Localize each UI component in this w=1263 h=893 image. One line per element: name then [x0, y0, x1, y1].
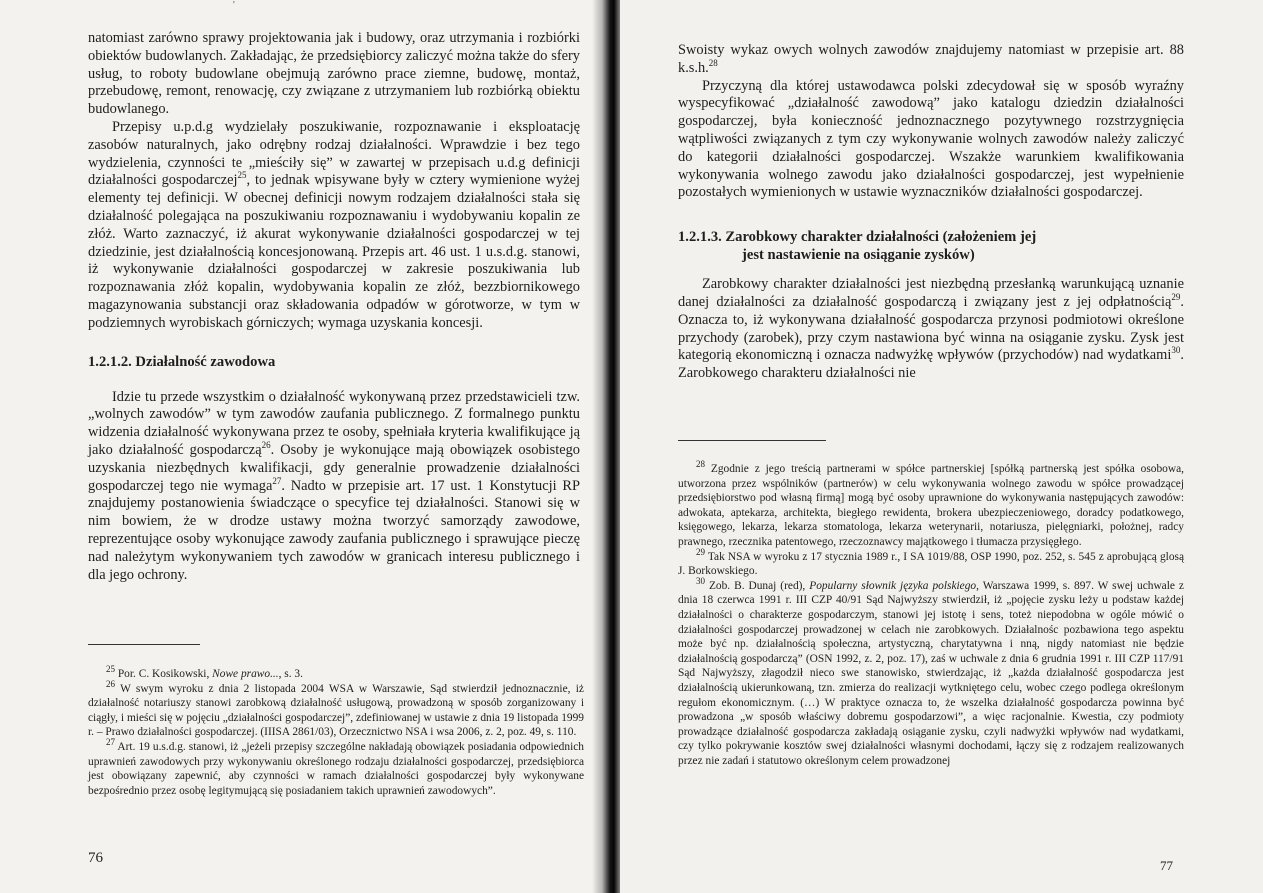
- footnote-ref: 25: [237, 170, 247, 181]
- footnote: [678, 459, 1184, 550]
- footnote-number: 25: [106, 664, 115, 675]
- footnote-rule: [678, 440, 826, 441]
- paragraph-text: Zarobkowy charakter działalności jest niezbędną przesłanką warunkującą uznanie danej działalności za działalność gospodarczą i związany jest z jej odpłatnością: [678, 276, 1184, 310]
- footnote-ref: 29: [1171, 292, 1181, 303]
- footnote-number: 26: [106, 678, 115, 689]
- paragraph: [678, 276, 1184, 383]
- section-heading: 1.2.1.3. Zarobkowy charakter działalności (założeniem jej: [678, 229, 1037, 246]
- paragraph: Przyczyną dla której ustawodawca polski zdecydował się w sposób wyraźny wyspecyfikować „działalność zawodową” jako katalogu dziedzin działalności gospodarczej, była konieczność jednoznacznego pozytywnego rozstrzygnięcia wątpliwości związanych z tym czy wykonywanie wolnych zawodów należy zaliczyć do kategorii działalności gospodarczej. Wszakże warunkiem kwalifikowania wykonywania wolnego zawodu jako działalności gospodarczej, jest wypełnienie pozostałych wymienionych w ustawie wyznaczników działalności gospodarczej.: [678, 77, 1184, 201]
- paragraph-text: . Zarobkowego charakteru działalności nie: [678, 347, 1184, 382]
- footnote-text: Tak NSA w wyroku z 17 stycznia 1989 r., I SA 1019/88, OSP 1990, poz. 252, s. 545 z aprobującą glosą J. Borkowskiego.: [678, 550, 1184, 578]
- section-heading: 1.2.1.2. Działalność zawodowa: [88, 353, 276, 370]
- footnote-ref: 28: [708, 58, 718, 68]
- footnote-number: 27: [106, 737, 115, 748]
- paragraph-text: . Nadto w przepisie art. 17 ust. 1 Konstytucji RP znajdujemy postanowienia świadczące o specyfice tej działalności. Stanowi się w nim bowiem, że w drodze ustawy można tworzyć samorządy zawodowe, reprezentujące osoby wykonujące zawody zaufania publicznego i sprawujące pieczę nad należytym wykonywaniem tych zawodów w granicach interesu publicznego i dla jego ochrony.: [88, 477, 580, 583]
- footnote-text: Zgodnie z jego treścią partnerami w spółce partnerskiej [spółką partnerską jest spółka osobowa, utworzona przez wspólników (partnerów) w celu wykonywania wolnego zawodu w spółce prowadzącej przedsiębiorstwo pod własną firmą] mogą być osoby uprawnione do wykonywania następujących zawodów: adwokata, aptekarza, architekta, biegłego rewidenta, brokera ubezpieczeniowego, doradcy podatkowego, księgowego, lekarza, lekarza stomatologa, lekarza weterynarii, notariusza, pielęgniarki, położnej, radcy prawnego, rzecznika patentowego, rzeczoznawcy majątkowego i tłumacza przysięgłego.: [678, 463, 1184, 548]
- footnote: [678, 575, 1184, 769]
- paragraph: natomiast zarówno sprawy projektowania jak i budowy, oraz utrzymania i rozbiórki obiektów budowlanych. Zakładając, że przedsiębiorcy zaliczyć można także do sfery usług, to roboty budowlane obejmują zarówno prace ziemne, budowę, montaż, przebudowę, remont, renowację, czy związane z utrzymaniem lub rozbiórką obiektu budowlanego.: [88, 30, 580, 118]
- footnote: [88, 664, 584, 682]
- footnote-ref: 30: [1171, 345, 1181, 356]
- right-footnotes: [678, 459, 1184, 768]
- footnote-text: Zob. B. Dunaj (red),: [705, 579, 810, 592]
- footnote-text: Art. 19 u.s.d.g. stanowi, iż „jeżeli przepisy szczególne nakładają obowiązek posiadania odpowiednich uprawnień zawodowych przy wykonywaniu określonego rodzaju działalności gospodarczej, przedsiębiorca jest obowiązany zapewnić, aby czynności w ramach działalności gospodarczej były wykonywane bezpośrednio przez osobę legitymującą się posiadaniem takich uprawnień zawodowych”.: [88, 740, 584, 797]
- page-mark: ': [233, 0, 235, 11]
- paragraph: [88, 389, 580, 585]
- paragraph-text: Idzie tu przede wszystkim o działalność wykonywaną przez przedstawicieli tzw. „wolnych zawodów” w tym zawodów zaufania publicznego. Z formalnego punktu widzenia działalność wykonywana przez te osoby, spełniała kryteria kwalifikujące ją jako działalność gospodarczą: [88, 388, 580, 458]
- footnote-ref: 27: [272, 475, 282, 486]
- paragraph-text: . Osoby je wykonujące mają obowiązek osobistego uzyskania niezbędnych kwalifikacji, gdy generalnie prowadzenie działalności gospodarczej tego nie wymaga: [88, 441, 580, 494]
- page-number: 76: [88, 850, 103, 866]
- page-number: 77: [1160, 858, 1173, 873]
- paragraph: [678, 42, 1184, 78]
- section-heading-line2: jest nastawienie na osiąganie zysków): [742, 247, 975, 264]
- paragraph-text: Przepisy u.p.d.g wydzielały poszukiwanie, rozpoznawanie i eksploatację zasobów naturalnych, jako odrębny rodzaj działalności. Wprawdzie i bez tego wydzielenia, czynności te „mieściły się” w zawartej w przepisach u.d.g definicji działalności gospodarczej: [88, 118, 580, 189]
- footnote-number: 28: [696, 459, 705, 470]
- footnote-italic: Nowe prawo...: [212, 668, 279, 680]
- footnote-italic: Popularny słownik języka polskiego: [809, 579, 977, 592]
- paragraph: [88, 119, 580, 333]
- footnote-text: Por. C. Kosikowski,: [115, 668, 213, 680]
- left-body: [88, 30, 580, 584]
- footnote-text: , s. 3.: [278, 668, 303, 680]
- footnote-text: W swym wyroku z dnia 2 listopada 2004 WSA w Warszawie, Sąd stwierdził jednoznacznie, iż działalność notariuszy stanowi zarobkową działalność usługową, prowadzoną w sposób zorganizowany i ciągły, i mieści się w pojęciu „działalności gospodarczej”, zdefiniowanej w ustawie z dnia 19 listopada 1999 r. – Prawo działalności gospodarczej. (IIISA 2861/03), Orzecznictwo NSA i wsa 2006, z. 2, poz. 49, s. 110.: [88, 682, 584, 739]
- paragraph-text: Swoisty wykaz owych wolnych zawodów znajdujemy natomiast w przepisie art. 88 k.s.h.: [678, 42, 1184, 76]
- footnote: [678, 546, 1184, 579]
- footnote-ref: 26: [261, 440, 271, 451]
- left-footnotes: [88, 664, 584, 798]
- footnote: [88, 737, 584, 798]
- footnote-text: , Warszawa 1999, s. 897. W swej uchwale z dnia 18 czerwca 1991 r. III CZP 40/91 Sąd Najwyższy stwierdził, iż „pojęcie zysku leży u podstaw każdej działalności o charakterze gospodarczym, stanowi jej istotę i sens, toteż niepodobna w ogóle mówić o działalności gospodarczej prowadzonej w celach nie zarobkowych. Działalnośc pozbawiona tego aspektu może być np. działalnością społeczna, artystyczną, charytatywna i nną, nigdy natomiast nie będzie działalnością gospodarczą” (OSN 1992, z. 2, poz. 17), zaś w uchwale z dnia 6 grudnia 1991 r. III CZP 117/91 Sąd Najwyższy, złagodził nieco swe stanowisko, stwierdzając, iż „każda działalność gospodarcza jest działalnością ukierunkowaną, tzn. zmierza do realizacji wytkniętego celu, wobec czego podlega określonym regułom ekonomicznym. (…) W praktyce oznacza to, że wszelka działalność gospodarcza powinna być prowadzona „w sposób właściwy dobremu gospodarzowi”, a więc racjonalnie. Kwestia, czy podmioty prowadzące działalność gospodarcza zakładają osiąganie zysku, czyli nadwyżki wpływów nad wydatkami, czy tylko pokrywanie kosztów swej działalności własnymi dochodami, łączy się z rodzajem realizowanych przez nie zadań i statutowo określonym celem prowadzonej: [678, 579, 1184, 767]
- footnote-number: 30: [696, 575, 705, 586]
- footnote-number: 29: [696, 546, 705, 557]
- right-body: [678, 42, 1184, 383]
- footnote-rule: [88, 644, 200, 645]
- paragraph-text: , to jednak wpisywane były w cztery wymienione wyżej elementy tej definicji. W obecnej definicji nowym rodzajem działalności stała się działalność polegająca na poszukiwaniu rozpoznawaniu i wydobywaniu kopalin ze złóż. Warto zaznaczyć, iż akurat wykonywanie działalności gospodarczej w tej dziedzinie, jest działalnością koncesjonowaną. Przepis art. 46 ust. 1 u.s.d.g. stanowi, iż wykonywanie działalności gospodarczej w zakresie poszukiwania lub rozpoznawania złóż kopalin, wydobywania kopalin ze złóż, bezzbiornikowego magazynowania substancji oraz składowania odpadów w górotworze, w tym w podziemnych wyrobiskach górniczych; wymaga uzyskania koncesji.: [88, 172, 580, 331]
- left-page: [0, 0, 606, 893]
- paragraph-text: . Oznacza to, iż wykonywana działalność gospodarcza przynosi podmiotowi określone przychody (zarobek), przy czym nastawiona być winna na osiąganie zysku. Zysk jest kategorią ekonomiczną i oznacza nadwyżkę wpływów (przychodów) nad wydatkami: [678, 293, 1184, 364]
- footnote: [88, 678, 584, 740]
